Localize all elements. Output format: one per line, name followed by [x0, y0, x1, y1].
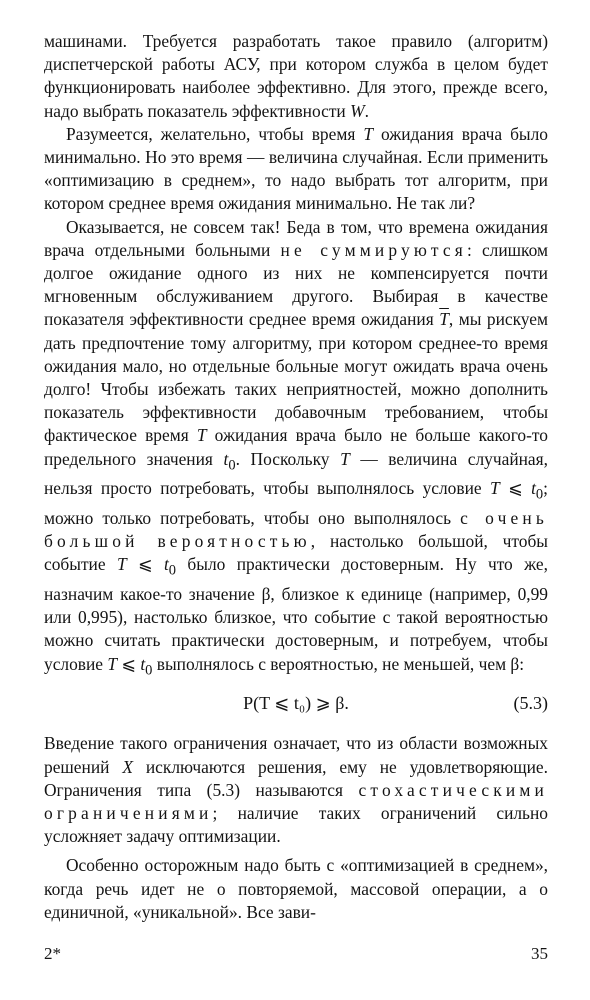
page-body — [44, 30, 548, 924]
spaced-emphasis: стохастическими ограничениями — [44, 779, 548, 823]
formula-number: (5.3) — [513, 693, 548, 714]
spaced-emphasis: не суммируются — [280, 239, 467, 260]
var-x: X — [122, 756, 133, 777]
signature-mark: 2* — [44, 944, 61, 963]
formula-expression: P(T ⩽ t₀) ⩾ β. — [243, 693, 349, 714]
paragraph-5: Особенно осторожным надо быть с «оптимизацией в среднем», когда речь идет не о повторяемой, массовой операции, а о единичной, «уникальной». Все зави- — [44, 855, 548, 922]
paragraph-4: Введение такого ограничения означает, что из области возможных решений X исключаются решения, ему не удовлетворяющие. Ограничения типа (5.3) называются стохастическими ограничениями; наличие таких ограничений сильно усложняет задачу оптимизации. — [44, 733, 548, 847]
paragraph-2: Разумеется, желательно, чтобы время T ожидания врача было минимально. Но это время — величина случайная. Если применить «оптимизацию в среднем», то надо выбрать тот алгоритм, при котором среднее время ожидания минимально. Не так ли? — [44, 123, 548, 214]
formula-5-3 — [44, 688, 548, 718]
page-number: 35 — [531, 944, 548, 963]
var-w: W — [350, 100, 365, 121]
paragraph-3: Оказывается, не совсем так! Беда в том, что времена ожидания врача отдельными больными не суммируются: слишком долгое ожидание одного из них не компенсируется почти мгновенным обслуживанием другого. Выбирая в качестве показателя эффективности среднее время ожидания $\overline{T}$, мы рискуем дать предпочтение тому алгоритму, при котором среднее-то время ожидания мало, но отдельные больные могут ожидать врача очень долго! Чтобы избежать таких неприятностей, можно дополнить показатель эффективности добавочным требованием, чтобы фактическое время T ожидания врача было не больше какого-то предельного значения $t_0$. Поскольку T — величина случайная, нельзя просто потребовать, чтобы выполнялось условие T ⩽ $t_0$; можно только потребовать, чтобы оно выполнялось с очень большой вероятностью, настолько большой, чтобы событие T ⩽ $t_0$ было практически достоверным. Ну что же, назначим какое-то значение β, близкое к единице (например, 0,99 или 0,995), настолько близкое, что событие с такой вероятностью можно считать практически достоверным, и потребуем, чтобы условие T ⩽ $t_0$ выполнялось с вероятностью, не меньшей, чем β: — [44, 216, 549, 679]
spaced-emphasis: с очень большой вероятностью — [44, 508, 549, 552]
var-t: T — [363, 123, 373, 144]
paragraph-1: машинами. Требуется разработать такое правило (алгоритм) диспетчерской работы АСУ, при котором служба в целом будет функционировать наиболее эффективно. Для этого, прежде всего, надо выбрать показатель эффективности W. — [44, 31, 548, 121]
var-t-mean: $\overline{T}$ — [439, 309, 449, 330]
